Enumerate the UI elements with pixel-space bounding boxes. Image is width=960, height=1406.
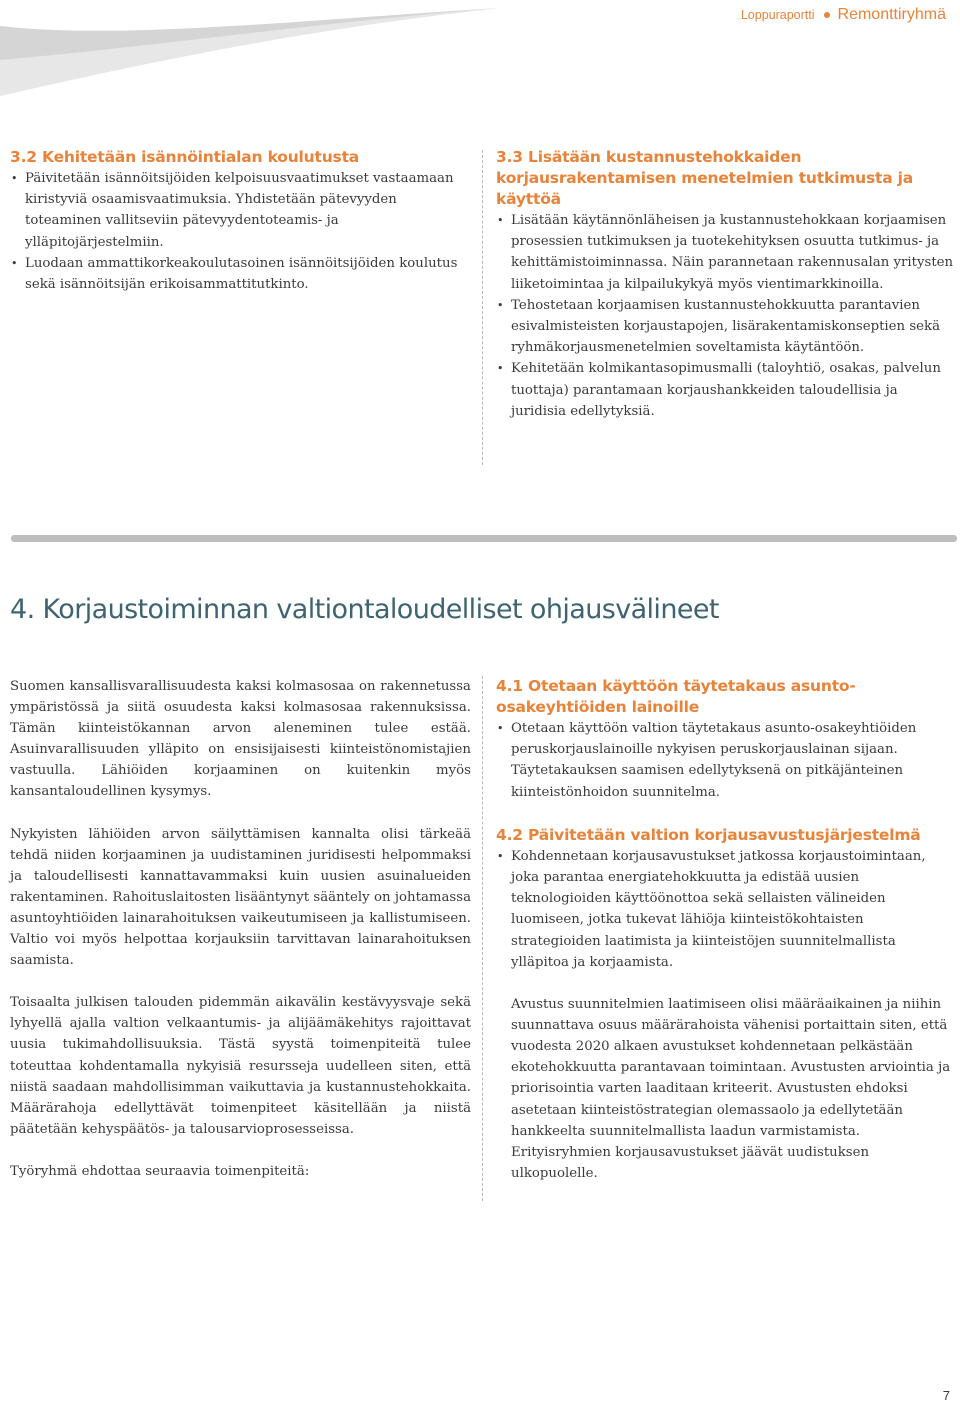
list-item: • Kohdennetaan korjausavustukset jatkossa korjaustoimintaan, joka parantaa energiatehokkuutta ja edistää uusien teknologioiden käyttöönottoa sekä sellaisten välineiden luomiseen, jotka tukevat lähiöja kiinteistökohtaisten strategioiden laatimista ja kiinteistöjen suunnitelmallista ylläpitoa ja korjaamista.: [496, 846, 956, 973]
body-paragraph: Työryhmä ehdottaa seuraavia toimenpiteitä:: [10, 1163, 310, 1179]
list-item: • Luodaan ammattikorkeakoulutasoinen isännöitsijöiden koulutus sekä isännöitsijän erikoisammattitutkinto.: [10, 253, 470, 295]
body-paragraph: Suomen kansallisvarallisuudesta kaksi kolmasosaa on rakennetussa ympäristössä ja siitä osuudesta kaksi kolmasosaa rakennuksissa. Tämän kiinteistökannan arvon aleneminen tulee estää. Asuinvarallisuuden ylläpito on ensisijaisesti kiinteistönomistajien vastuulla. Lähiöiden korjaaminen on kuitenkin myös kansantaloudellinen kysymys.: [10, 679, 471, 800]
chapter-4-title: 4. Korjaustoiminnan valtiontaloudelliset ohjausvälineet: [10, 594, 719, 625]
section-divider-bar: [11, 535, 957, 542]
section-4-2-paragraph: Avustus suunnitelmien laatimiseen olisi määräaikainen ja niihin suunnattava osuus määrärahoista vähenisi portaittain siten, että vuodesta 2020 alkaen avustukset kohdennetaan pelkästään ekotehokkuutta parantavaan toimintaan. Avustusten arviointia ja priorisointia varten laaditaan kriteerit. Avustusten ehdoksi asetetaan kiinteistöstrategian olemassaolo ja edellytetään hankkeelta suunnitelmallista laadun varmistamista. Erityisryhmien korjausavustukset jäävät uudistuksen ulkopuolelle.: [511, 997, 951, 1181]
header-dot-separator: [824, 12, 830, 18]
list-item: • Tehostetaan korjaamisen kustannustehokkuutta parantavien esivalmisteisten korjaustapojen, lisärakentamiskonseptien sekä ryhmäkorjausmenetelmien soveltamista käytäntöön.: [496, 295, 956, 359]
page-number: 7: [942, 1388, 950, 1403]
section-3-3-list: [496, 210, 956, 422]
header-doc-title: Loppuraportti: [740, 8, 815, 22]
chapter-4-body: [10, 676, 471, 1182]
section-4-2-heading: 4.2 Päivitetään valtion korjausavustusjärjestelmä: [496, 825, 921, 844]
header-swoosh-graphic: [0, 0, 520, 100]
body-paragraph: Nykyisten lähiöiden arvon säilyttämisen kannalta olisi tärkeää tehdä niiden korjaaminen ja uudistaminen juridisesti helpommaksi ja taloudellisesti kannattavammaksi kuin uusien asuinalueiden rakentaminen. Rahoituslaitosten lisääntynyt sääntely on johtamassa asuntoyhtiöiden lainarahoituksen vaikeutumiseen ja kallistumiseen. Valtio voi myös helpottaa korjauksiin tarvittavan lainarahoituksen saamista.: [10, 826, 471, 969]
column-divider-bottom: [482, 676, 483, 1201]
section-4-2-list: [496, 846, 956, 973]
section-4-1-list: [496, 718, 956, 803]
section-4-1-heading: 4.1 Otetaan käyttöön täytetakaus asunto-osakeyhtiöiden lainoille: [496, 677, 856, 716]
section-3-3: [496, 147, 956, 422]
running-header: [741, 6, 946, 24]
list-item: • Päivitetään isännöitsijöiden kelpoisuusvaatimukset vastaamaan kiristyviä osaamisvaatimuksia. Yhdistetään pätevyyden toteaminen vallitseviin pätevyydentoteamis- ja ylläpitojärjestelmiin.: [10, 168, 470, 253]
section-3-2-list: [10, 168, 470, 295]
list-item: • Lisätään käytännönläheisen ja kustannustehokkaan korjaamisen prosessien tutkimuksen ja tuotekehityksen osuutta tutkimus- ja kehittämistoiminnassa. Näin parannetaan rakennusalan yritysten liiketoimintaa ja kilpailukykyä myös vientimarkkinoilla.: [496, 210, 956, 295]
body-paragraph: Toisaalta julkisen talouden pidemmän aikavälin kestävyysvaje sekä lyhyellä ajalla valtion velkaantumis- ja alijäämäkehitys rajoittavat uusia tukimahdollisuuksia. Tästä syystä toimenpiteitä tulee toteuttaa kohdentamalla nykyisiä resursseja uudelleen siten, että niistä saadaan mahdollisimman vaikuttavia ja kustannustehokkaita. Määrärahoja edellyttävät toimenpiteet käsitellään ja niistä päätetään kehyspäätös- ja talousarvioprosesseissa.: [10, 995, 471, 1137]
section-3-3-heading: 3.3 Lisätään kustannustehokkaiden korjausrakentamisen menetelmien tutkimusta ja käyttöä: [496, 148, 914, 208]
header-group-name: Remonttiryhmä: [837, 6, 946, 23]
sections-4-1-4-2: [496, 676, 956, 1184]
list-item: • Kehitetään kolmikantasopimusmalli (taloyhtiö, osakas, palvelun tuottaja) parantamaan korjaushankkeiden taloudellisia ja juridisia edellytyksiä.: [496, 358, 956, 422]
list-item: • Otetaan käyttöön valtion täytetakaus asunto-osakeyhtiöiden peruskorjauslainoille nykyisen peruskorjauslainan sijaan. Täytetakauksen saamisen edellytyksenä on pitkäjänteinen kiinteistönhoidon suunnitelma.: [496, 718, 956, 803]
section-3-2: [10, 147, 470, 295]
column-divider-top: [482, 150, 483, 465]
section-3-2-heading: 3.2 Kehitetään isännöintialan koulutusta: [10, 148, 360, 166]
